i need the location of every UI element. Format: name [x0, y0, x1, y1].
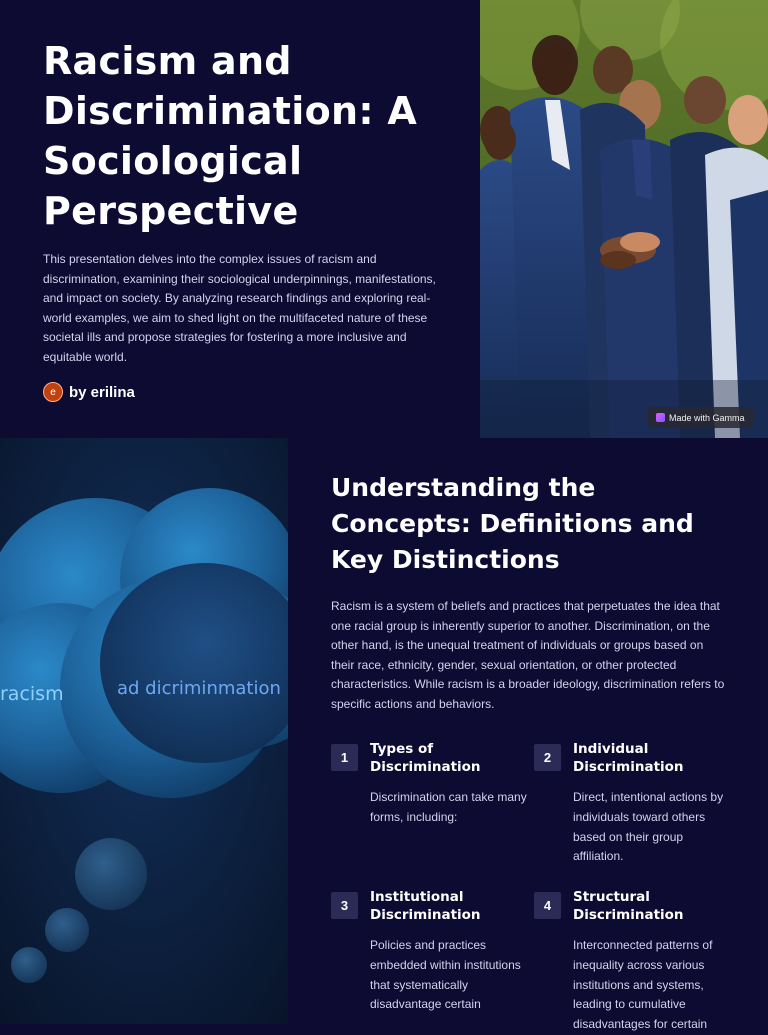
group-photo	[480, 0, 768, 438]
item-text: Discrimination can take many forms, including:	[370, 790, 527, 824]
slide-title: Racism and Discrimination: A Sociological Perspective	[43, 39, 418, 233]
item-text: Policies and practices embedded within institutions that systematically disadvantage certain	[370, 938, 521, 1012]
gamma-logo-icon	[656, 413, 665, 422]
title-slide	[0, 0, 768, 438]
item-title: Institutional Discrimination	[370, 889, 481, 923]
concepts-slide	[0, 438, 768, 1032]
item-title: Structural Discrimination	[573, 889, 684, 923]
slide-title: Understanding the Concepts: Definitions and Key Distinctions	[331, 473, 694, 574]
item-title: Individual Discrimination	[573, 741, 684, 775]
item-number: 2	[534, 744, 561, 771]
item-number: 3	[331, 892, 358, 919]
item-title: Types of Discrimination	[370, 741, 481, 775]
author-name: by erilina	[69, 383, 135, 401]
item-number: 1	[331, 744, 358, 771]
item-number: 4	[534, 892, 561, 919]
avatar: e	[43, 382, 63, 402]
bubbles-illustration	[0, 438, 288, 1024]
item-text: Direct, intentional actions by individuals toward others based on their group affiliation.	[573, 790, 724, 864]
item-text: Interconnected patterns of inequality across various institutions and systems, leading to cumulative disadvantages for certain	[573, 938, 713, 1032]
slide-description: Racism is a system of beliefs and practices that perpetuates the idea that one racial group is inherently superior to another. Discrimination, on the other hand, is the unequal treatment of individuals or groups based on their race, ethnicity, gender, sexual orientation, or other protected characteristics. While racism is a broader ideology, discrimination refers to specific actions and behaviors.	[331, 599, 725, 711]
badge-label: Made with Gamma	[669, 412, 745, 423]
slide-description: This presentation delves into the complex issues of racism and discrimination, examining their sociological underpinnings, manifestations, and impact on society. By analyzing research findings and exploring real-world examples, we aim to shed light on the multifaceted nature of these societal ills and propose strategies for fostering a more inclusive and equitable world.	[43, 252, 436, 364]
author-byline[interactable]	[43, 382, 135, 402]
made-with-gamma-badge[interactable]	[648, 407, 753, 428]
art-label-racism: racism	[0, 683, 64, 705]
art-label-discrimination: ad dicriminmation	[117, 678, 281, 699]
